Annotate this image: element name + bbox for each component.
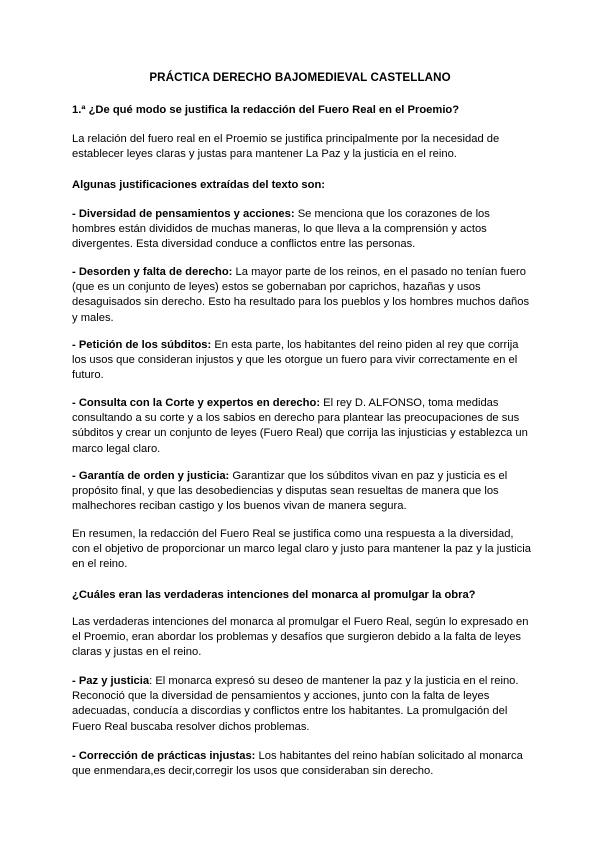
- intention-text: : El monarca expresó su deseo de mantener la paz y la justicia en el reino. Reconoció que la diversidad de pensamientos y acciones, junto con la falta de leyes adecuadas, conducía a discordias y conflictos entre los habitantes. La promulgación del Fuero Real buscaba resolver dichos problemas.: [72, 675, 519, 733]
- justification-text: En esta parte, los habitantes del reino piden al rey que corrija los usos que consideran injustos y que les otorgue un fuero para vivir correctamente en el futuro.: [72, 339, 519, 382]
- justification-label: - Desorden y falta de derecho:: [72, 266, 233, 278]
- justification-item: [72, 207, 534, 253]
- justification-item: [72, 396, 534, 457]
- justification-text: Garantizar que los súbditos vivan en paz y justicia es el propósito final, y que las desobediencias y disputas sean resueltas de manera que los malhechores reciban castigo y los buenos vivan de manera segura.: [72, 470, 508, 513]
- justification-text: Se menciona que los corazones de los hombres están divididos de muchas maneras, lo que lleva a la comprensión y actos divergentes. Esta diversidad conduce a conflictos entre las personas.: [72, 208, 490, 251]
- intro-paragraph: La relación del fuero real en el Proemio se justifica principalmente por la necesidad de establecer leyes claras y justas para mantener La Paz y la justicia en el reino.: [72, 133, 500, 161]
- question-1-heading: 1.ª ¿De qué modo se justifica la redacción del Fuero Real en el Proemio?: [72, 104, 460, 116]
- justification-item: [72, 338, 534, 384]
- justification-label: - Consulta con la Corte y expertos en derecho:: [72, 397, 321, 409]
- summary-paragraph: En resumen, la redacción del Fuero Real se justifica como una respuesta a la diversidad, con el objetivo de proporcionar un marco legal claro y justo para mantener la paz y la justicia en el reino.: [72, 528, 531, 571]
- justification-text: El rey D. ALFONSO, toma medidas consultando a su corte y a los sabios en derecho para plantear las preocupaciones de sus súbditos y crear un conjunto de leyes (Fuero Real) que corrija las injusticias y establezca un marco legal claro.: [72, 397, 528, 455]
- justification-item: [72, 265, 534, 326]
- intention-label: - Paz y justicia: [72, 675, 150, 687]
- intention-label: - Corrección de prácticas injustas:: [72, 750, 256, 762]
- intention-item: [72, 674, 534, 735]
- intention-text: Los habitantes del reino habían solicitado al monarca que enmendara,es decir,corregir los usos que consideraban sin derecho.: [72, 750, 523, 778]
- intention-item: [72, 749, 534, 779]
- justification-text: La mayor parte de los reinos, en el pasado no tenían fuero (que es un conjunto de leyes) estos se gobernaban por caprichos, hazañas y usos desaguisados sin derecho. Esto ha resultado para los pueblos y los hombres muchos daños y males.: [72, 266, 530, 324]
- justification-label: - Diversidad de pensamientos y acciones:: [72, 208, 295, 220]
- justification-item: [72, 469, 534, 515]
- justification-label: - Petición de los súbditos:: [72, 339, 212, 351]
- justifications-subheading: Algunas justificaciones extraídas del texto son:: [72, 179, 326, 191]
- justification-label: - Garantía de orden y justicia:: [72, 470, 230, 482]
- question-2-heading: ¿Cuáles eran las verdaderas intenciones del monarca al promulgar la obra?: [72, 589, 476, 601]
- answer-2-intro: Las verdaderas intenciones del monarca al promulgar el Fuero Real, según lo expresado en el Proemio, eran abordar los problemas y desafíos que surgieron debido a la falta de leyes claras y justas en el reino.: [72, 616, 529, 659]
- document-title: PRÁCTICA DERECHO BAJOMEDIEVAL CASTELLANO: [149, 71, 451, 84]
